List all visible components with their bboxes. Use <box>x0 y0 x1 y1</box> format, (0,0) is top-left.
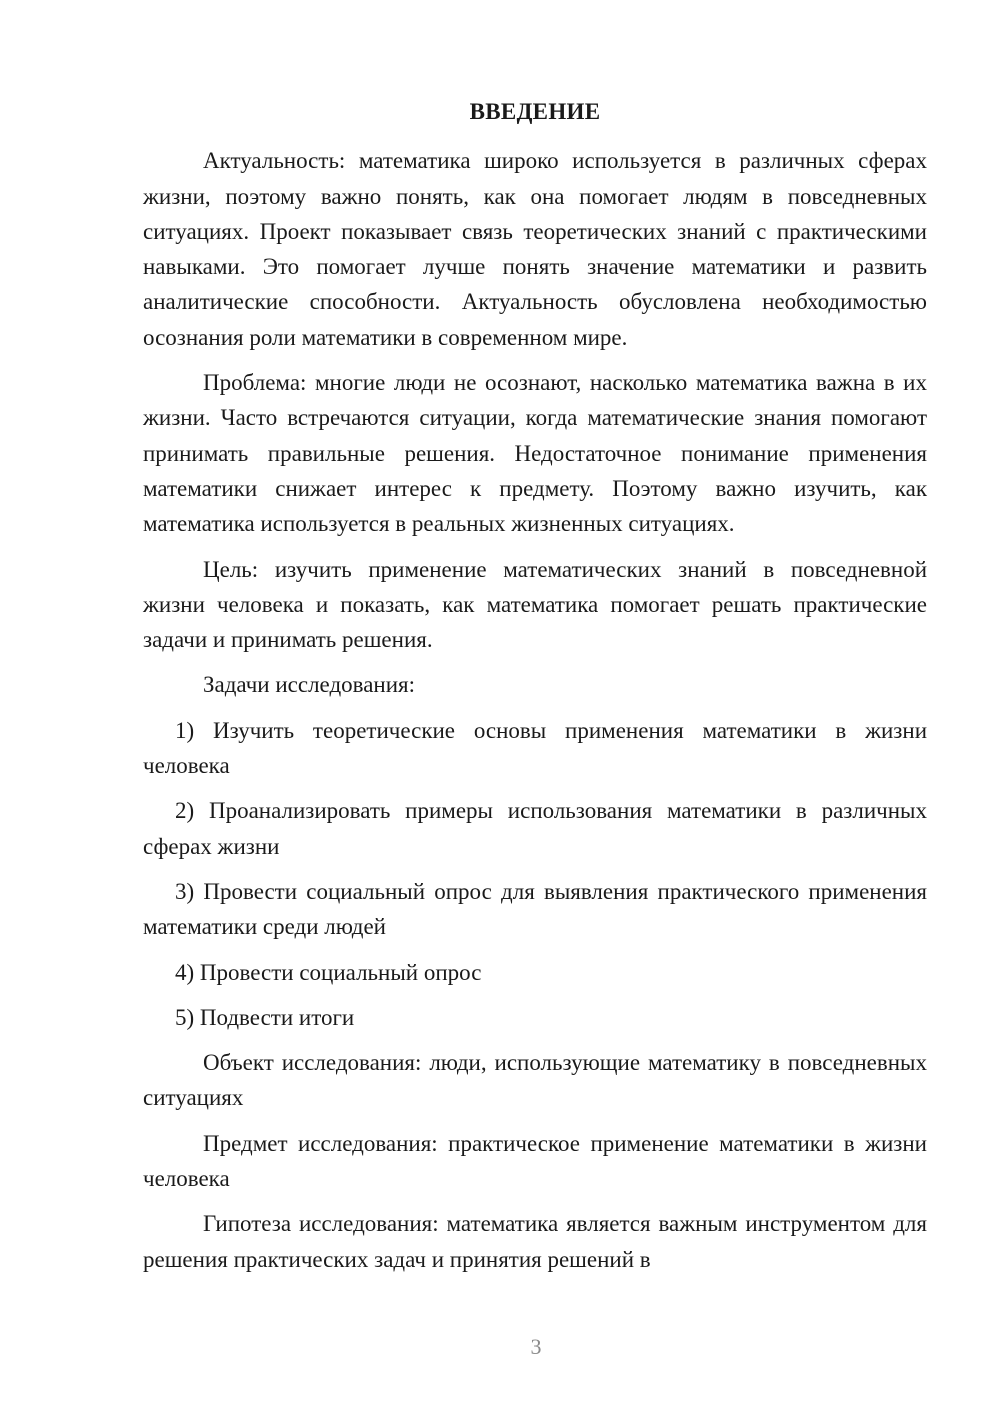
task-item: 5) Подвести итоги <box>175 1004 355 1030</box>
paragraph-relevance: Актуальность: математика широко используется в различных сферах жизни, поэтому важно понять, как она помогает людям в повседневных ситуациях. Проект показывает связь теоретических знаний с практическими навыками. Это помогает лучше понять значение математики и развить аналитические способности. Актуальность обусловлена необходимостью осознания роли математики в современном мире. <box>143 148 927 350</box>
paragraph-object: Объект исследования: люди, использующие математику в повседневных ситуациях <box>143 1050 927 1111</box>
task-item: 4) Провести социальный опрос <box>175 959 482 985</box>
paragraph-goal: Цель: изучить применение математических знаний в повседневной жизни человека и показать, как математика помогает решать практические задачи и принимать решения. <box>143 556 927 653</box>
page-content <box>143 94 927 1287</box>
tasks-title: Задачи исследования: <box>203 672 416 698</box>
task-item: 3) Провести социальный опрос для выявления практического применения математики среди людей <box>143 878 927 940</box>
paragraph-subject: Предмет исследования: практическое применение математики в жизни человека <box>143 1130 927 1192</box>
paragraph-hypothesis: Гипотеза исследования: математика является важным инструментом для решения практических задач и принятия решений в <box>143 1211 927 1272</box>
page-number: 3 <box>530 1334 542 1359</box>
task-item: 2) Проанализировать примеры использования математики в различных сферах жизни <box>143 798 927 859</box>
section-heading: ВВЕДЕНИЕ <box>469 99 601 124</box>
paragraph-problem: Проблема: многие люди не осознают, насколько математика важна в их жизни. Часто встречаются ситуации, когда математические знания помогают принимать правильные решения. Недостаточное понимание применения математики снижает интерес к предмету. Поэтому важно изучить, как математика используется в реальных жизненных ситуациях. <box>143 370 927 537</box>
task-item: 1) Изучить теоретические основы применения математики в жизни человека <box>143 717 927 779</box>
